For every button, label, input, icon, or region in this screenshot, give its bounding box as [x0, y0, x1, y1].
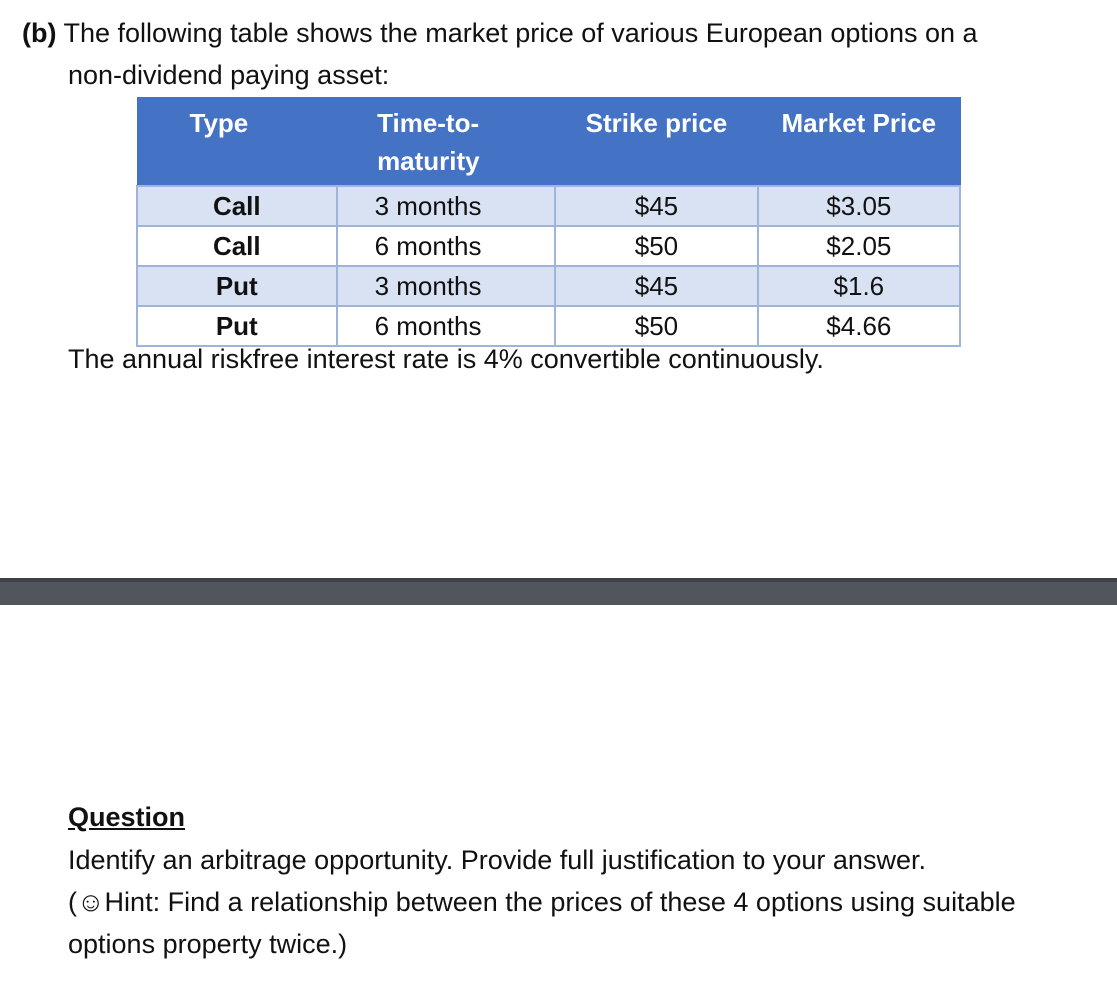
options-table — [136, 97, 961, 347]
cell-type: Call — [137, 186, 337, 226]
table-header-row — [137, 98, 960, 187]
table-row — [137, 266, 960, 306]
question-line-1: Identify an arbitrage opportunity. Provide full justification to your answer. — [68, 845, 926, 875]
header-ttm-line-2: maturity — [377, 146, 480, 176]
header-type: Type — [137, 98, 337, 187]
cell-market-price: $2.05 — [758, 226, 960, 266]
table-row — [137, 186, 960, 226]
cell-time-to-maturity: 3 months — [337, 266, 556, 306]
intro-text-1: The following table shows the market price of various European options on a — [63, 18, 978, 48]
cell-time-to-maturity: 3 months — [337, 186, 556, 226]
cell-strike-price: $45 — [555, 266, 757, 306]
cell-type: Put — [137, 266, 337, 306]
cell-strike-price: $50 — [555, 226, 757, 266]
cell-market-price: $3.05 — [758, 186, 960, 226]
cell-type: Call — [137, 226, 337, 266]
intro-line-2: non-dividend paying asset: — [68, 60, 390, 90]
table-row — [137, 226, 960, 266]
section-divider — [0, 578, 1117, 605]
question-line-2: (☺Hint: Find a relationship between the prices of these 4 options using suitable — [68, 887, 1016, 917]
cell-time-to-maturity: 6 months — [337, 306, 556, 346]
cell-time-to-maturity: 6 months — [337, 226, 556, 266]
cell-market-price: $4.66 — [758, 306, 960, 346]
cell-market-price: $1.6 — [758, 266, 960, 306]
question-line-3: options property twice.) — [68, 929, 348, 959]
header-ttm-line-1: Time-to- — [377, 108, 480, 138]
cell-strike-price: $45 — [555, 186, 757, 226]
header-market-price: Market Price — [758, 98, 960, 187]
intro-line-1 — [22, 16, 978, 50]
header-strike-price: Strike price — [555, 98, 757, 187]
cell-strike-price: $50 — [555, 306, 757, 346]
rate-note: The annual riskfree interest rate is 4% convertible continuously. — [68, 344, 824, 374]
question-heading: Question — [68, 802, 186, 832]
table-row — [137, 306, 960, 346]
part-label: (b) — [22, 18, 57, 48]
header-time-to-maturity — [337, 98, 556, 187]
cell-type: Put — [137, 306, 337, 346]
